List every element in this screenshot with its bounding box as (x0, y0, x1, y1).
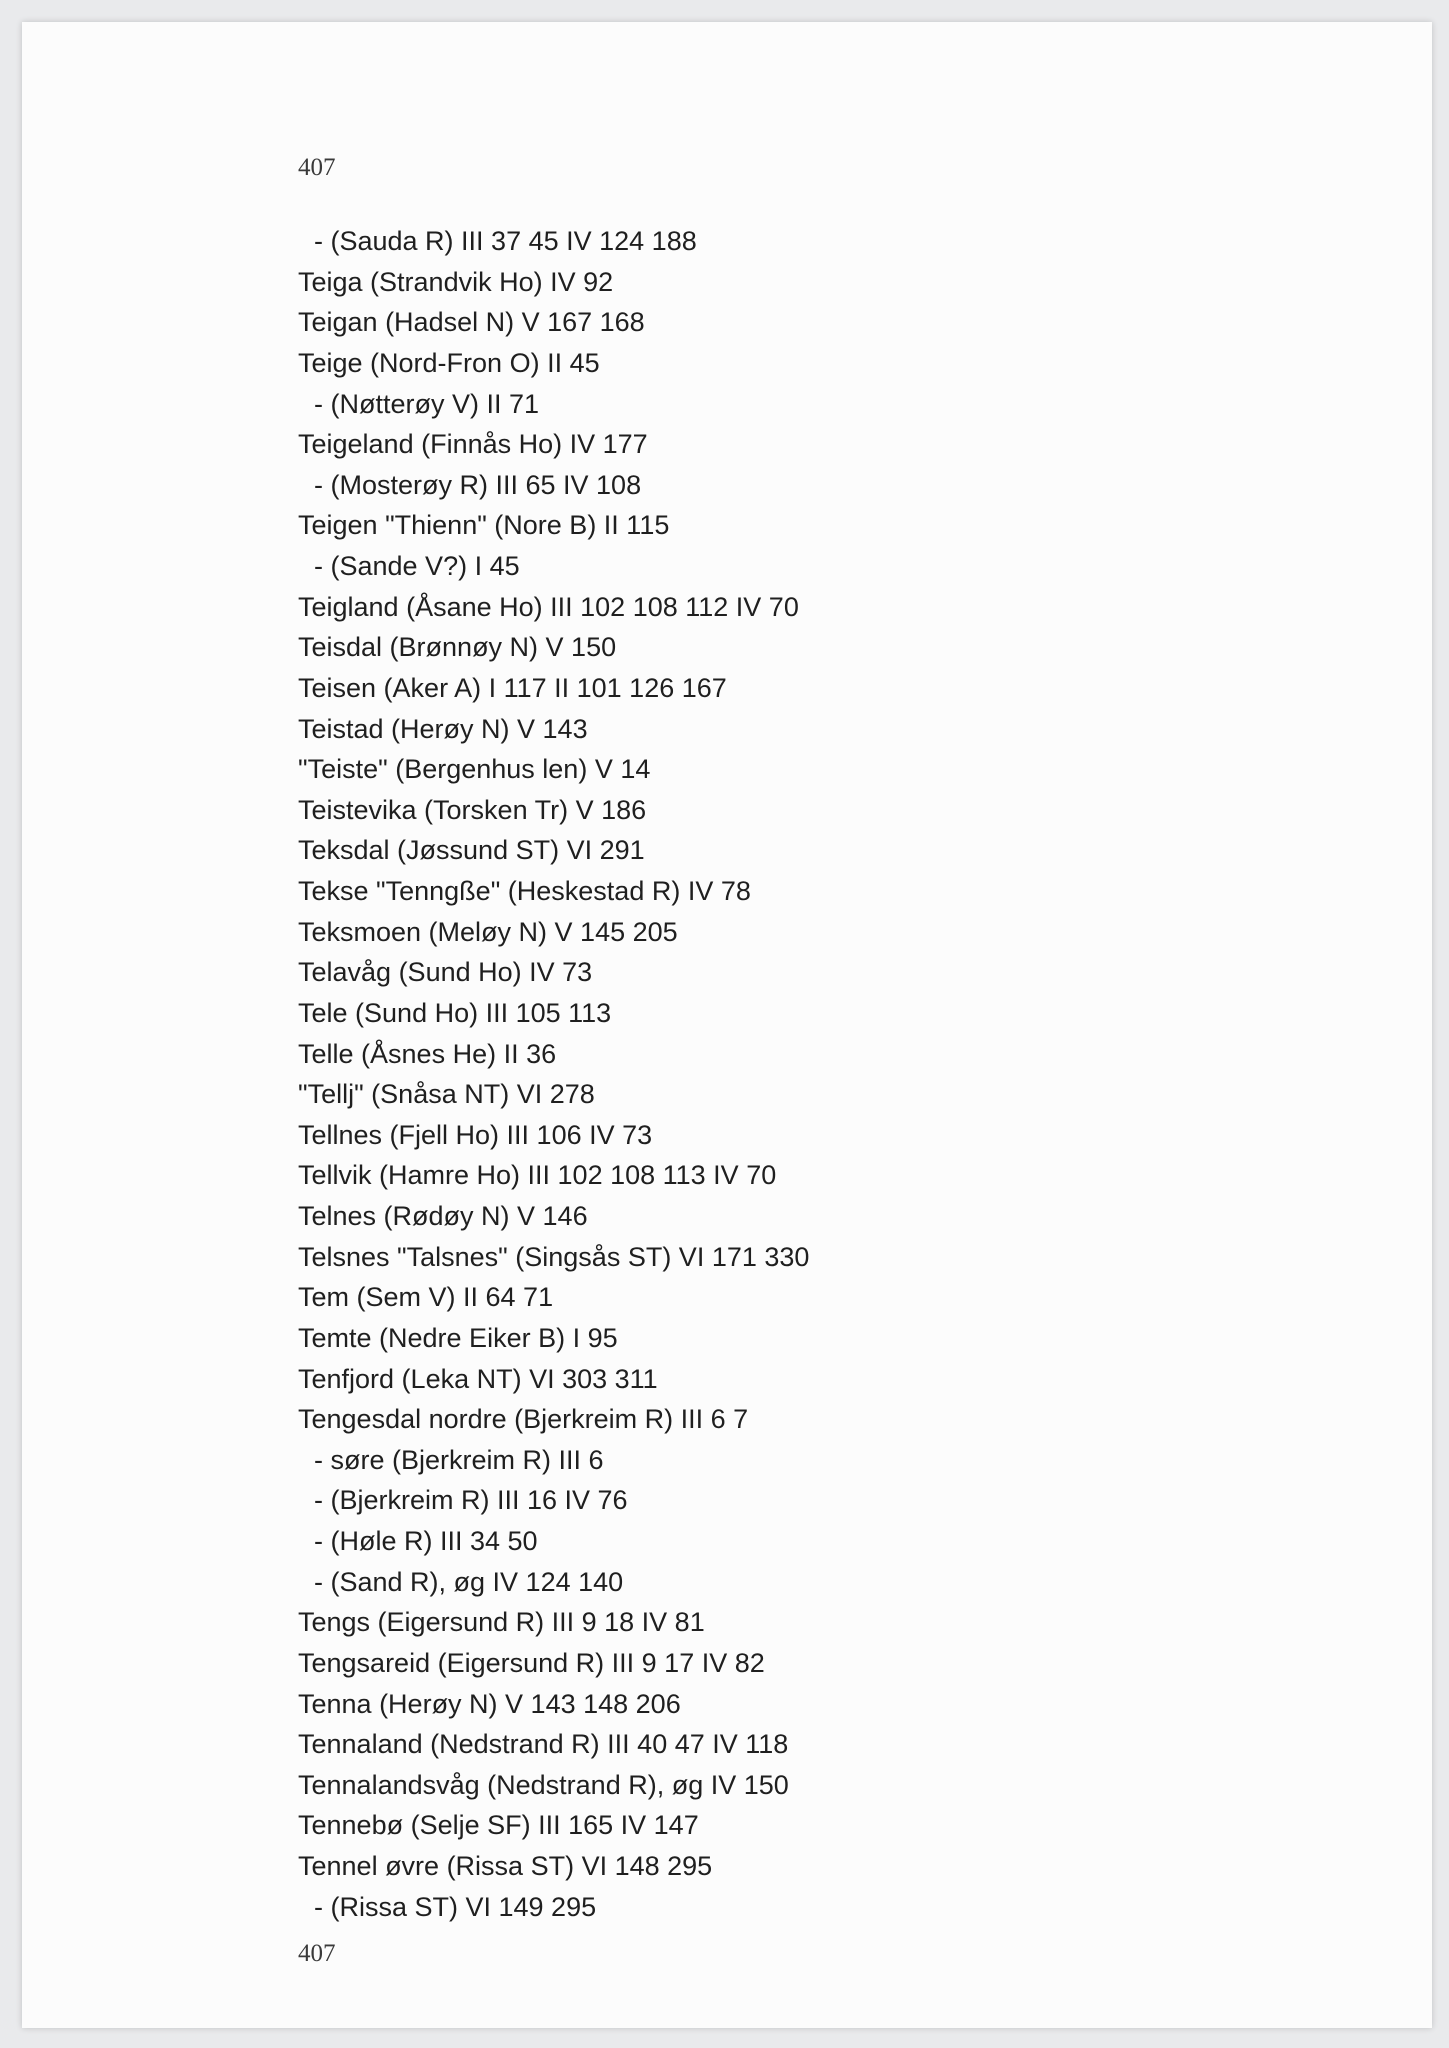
index-entry: Telavåg (Sund Ho) IV 73 (298, 957, 593, 988)
index-entry: Teisdal (Brønnøy N) V 150 (298, 632, 617, 663)
index-entry: Temte (Nedre Eiker B) I 95 (298, 1322, 618, 1353)
index-entry: Teigen "Thienn" (Nore B) II 115 (298, 510, 670, 541)
index-entry: Teige (Nord-Fron O) II 45 (298, 347, 600, 378)
index-entry: Tellvik (Hamre Ho) III 102 108 113 IV 70 (298, 1160, 777, 1191)
index-entry: Teistad (Herøy N) V 143 (298, 713, 588, 744)
index-entry: Tengesdal nordre (Bjerkreim R) III 6 7 (298, 1404, 749, 1435)
index-entry: Tengs (Eigersund R) III 9 18 IV 81 (298, 1607, 705, 1638)
index-entry: "Tellj" (Snåsa NT) VI 278 (298, 1079, 595, 1110)
index-entry: Teigan (Hadsel N) V 167 168 (298, 307, 645, 338)
index-entry-list (298, 221, 809, 1927)
index-entry: Tenna (Herøy N) V 143 148 206 (298, 1688, 681, 1719)
index-entry: Tennebø (Selje SF) III 165 IV 147 (298, 1810, 699, 1841)
index-subentry: - (Høle R) III 34 50 (314, 1526, 538, 1556)
index-entry: Teistevika (Torsken Tr) V 186 (298, 794, 647, 825)
index-subentry: - (Sand R), øg IV 124 140 (314, 1566, 624, 1597)
index-entry: Teisen (Aker A) I 117 II 101 126 167 (298, 672, 727, 703)
index-subentry: - (Bjerkreim R) III 16 IV 76 (314, 1485, 628, 1516)
index-entry: Tele (Sund Ho) III 105 113 (298, 997, 612, 1028)
index-entry: Teigeland (Finnås Ho) IV 177 (298, 429, 648, 460)
index-subentry: - (Sauda R) III 37 45 IV 124 188 (314, 226, 697, 256)
index-entry: Telnes (Rødøy N) V 146 (298, 1201, 588, 1231)
index-entry: Tengsareid (Eigersund R) III 9 17 IV 82 (298, 1647, 765, 1678)
index-subentry: - (Mosterøy R) III 65 IV 108 (314, 469, 642, 500)
index-entry: Teksmoen (Meløy N) V 145 205 (298, 916, 678, 947)
index-entry: Telsnes "Talsnes" (Singsås ST) VI 171 330 (298, 1241, 810, 1272)
document-page (22, 22, 1432, 2028)
index-subentry: - (Nøtterøy V) II 71 (314, 388, 540, 419)
index-entry: Teiga (Strandvik Ho) IV 92 (298, 266, 614, 297)
index-subentry: - søre (Bjerkreim R) III 6 (314, 1444, 604, 1475)
index-entry: Tekse "Tenngße" (Heskestad R) IV 78 (298, 876, 751, 906)
index-subentry: - (Sande V?) I 45 (314, 551, 520, 581)
page-number-bottom: 407 (298, 1940, 336, 1967)
index-entry: Tennel øvre (Rissa ST) VI 148 295 (298, 1851, 713, 1881)
index-subentry: - (Rissa ST) VI 149 295 (314, 1891, 597, 1922)
index-entry: Tennaland (Nedstrand R) III 40 47 IV 118 (298, 1729, 789, 1760)
index-entry: "Teiste" (Bergenhus len) V 14 (298, 754, 651, 785)
index-entry: Tellnes (Fjell Ho) III 106 IV 73 (298, 1119, 653, 1150)
index-entry: Tenfjord (Leka NT) VI 303 311 (298, 1363, 658, 1394)
index-entry: Teksdal (Jøssund ST) VI 291 (298, 835, 645, 866)
page-number-top: 407 (298, 154, 336, 181)
index-entry: Tem (Sem V) II 64 71 (298, 1282, 554, 1313)
index-entry: Telle (Åsnes He) II 36 (298, 1038, 557, 1069)
index-entry: Teigland (Åsane Ho) III 102 108 112 IV 70 (298, 591, 799, 622)
index-entry: Tennalandsvåg (Nedstrand R), øg IV 150 (298, 1769, 789, 1800)
